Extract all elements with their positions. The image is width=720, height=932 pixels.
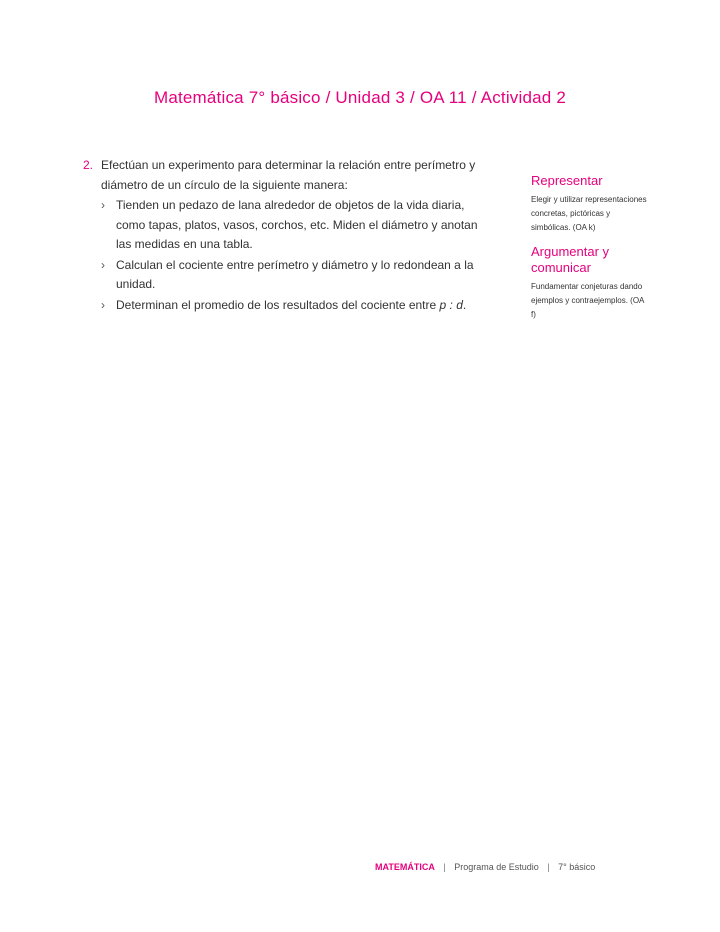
page-title: Matemática 7° básico / Unidad 3 / OA 11 / Actividad 2 <box>153 88 567 107</box>
step-text: Tienden un pedazo de lana alrededor de objetos de la vida diaria, como tapas, platos, vasos, corchos, etc. Miden el diámetro y anotan las medidas en una tabla. <box>116 198 478 251</box>
page-footer <box>375 862 595 872</box>
activity-intro-text: Efectúan un experimento para determinar la relación entre perímetro y diámetro de un círculo de la siguiente manera: <box>101 158 476 192</box>
step-text-end: . <box>462 297 467 312</box>
skill-heading-argumentar: Argumentar y comunicar <box>531 244 610 275</box>
activity-number: 2. <box>83 158 94 172</box>
footer-brand: MATEMÁTICA <box>375 862 435 872</box>
footer-program: Programa de Estudio <box>454 862 539 872</box>
skill-text-representar: Elegir y utilizar representaciones concretas, pictóricas y simbólicas. (OA k) <box>531 195 647 232</box>
step-text: Determinan el promedio de los resultados del cociente entre <box>116 297 440 312</box>
ratio-variable: p : d <box>439 297 463 312</box>
list-item <box>101 256 483 295</box>
skill-text-argumentar: Fundamentar conjeturas dando ejemplos y contraejemplos. (OA f) <box>531 282 644 319</box>
activity-block <box>83 156 483 316</box>
list-item <box>101 296 483 316</box>
footer-separator: | <box>443 862 446 872</box>
skill-heading-representar: Representar <box>531 173 603 188</box>
chevron-right-icon: › <box>101 198 105 212</box>
skills-sidebar <box>531 173 651 331</box>
chevron-right-icon: › <box>101 297 105 312</box>
step-text: Calculan el cociente entre perímetro y diámetro y lo redondean a la unidad. <box>116 257 474 291</box>
list-item <box>101 196 483 255</box>
activity-steps-list <box>83 196 483 315</box>
footer-separator: | <box>547 862 550 872</box>
activity-intro <box>83 156 483 195</box>
chevron-right-icon: › <box>101 257 105 272</box>
footer-grade: 7° básico <box>558 862 596 872</box>
